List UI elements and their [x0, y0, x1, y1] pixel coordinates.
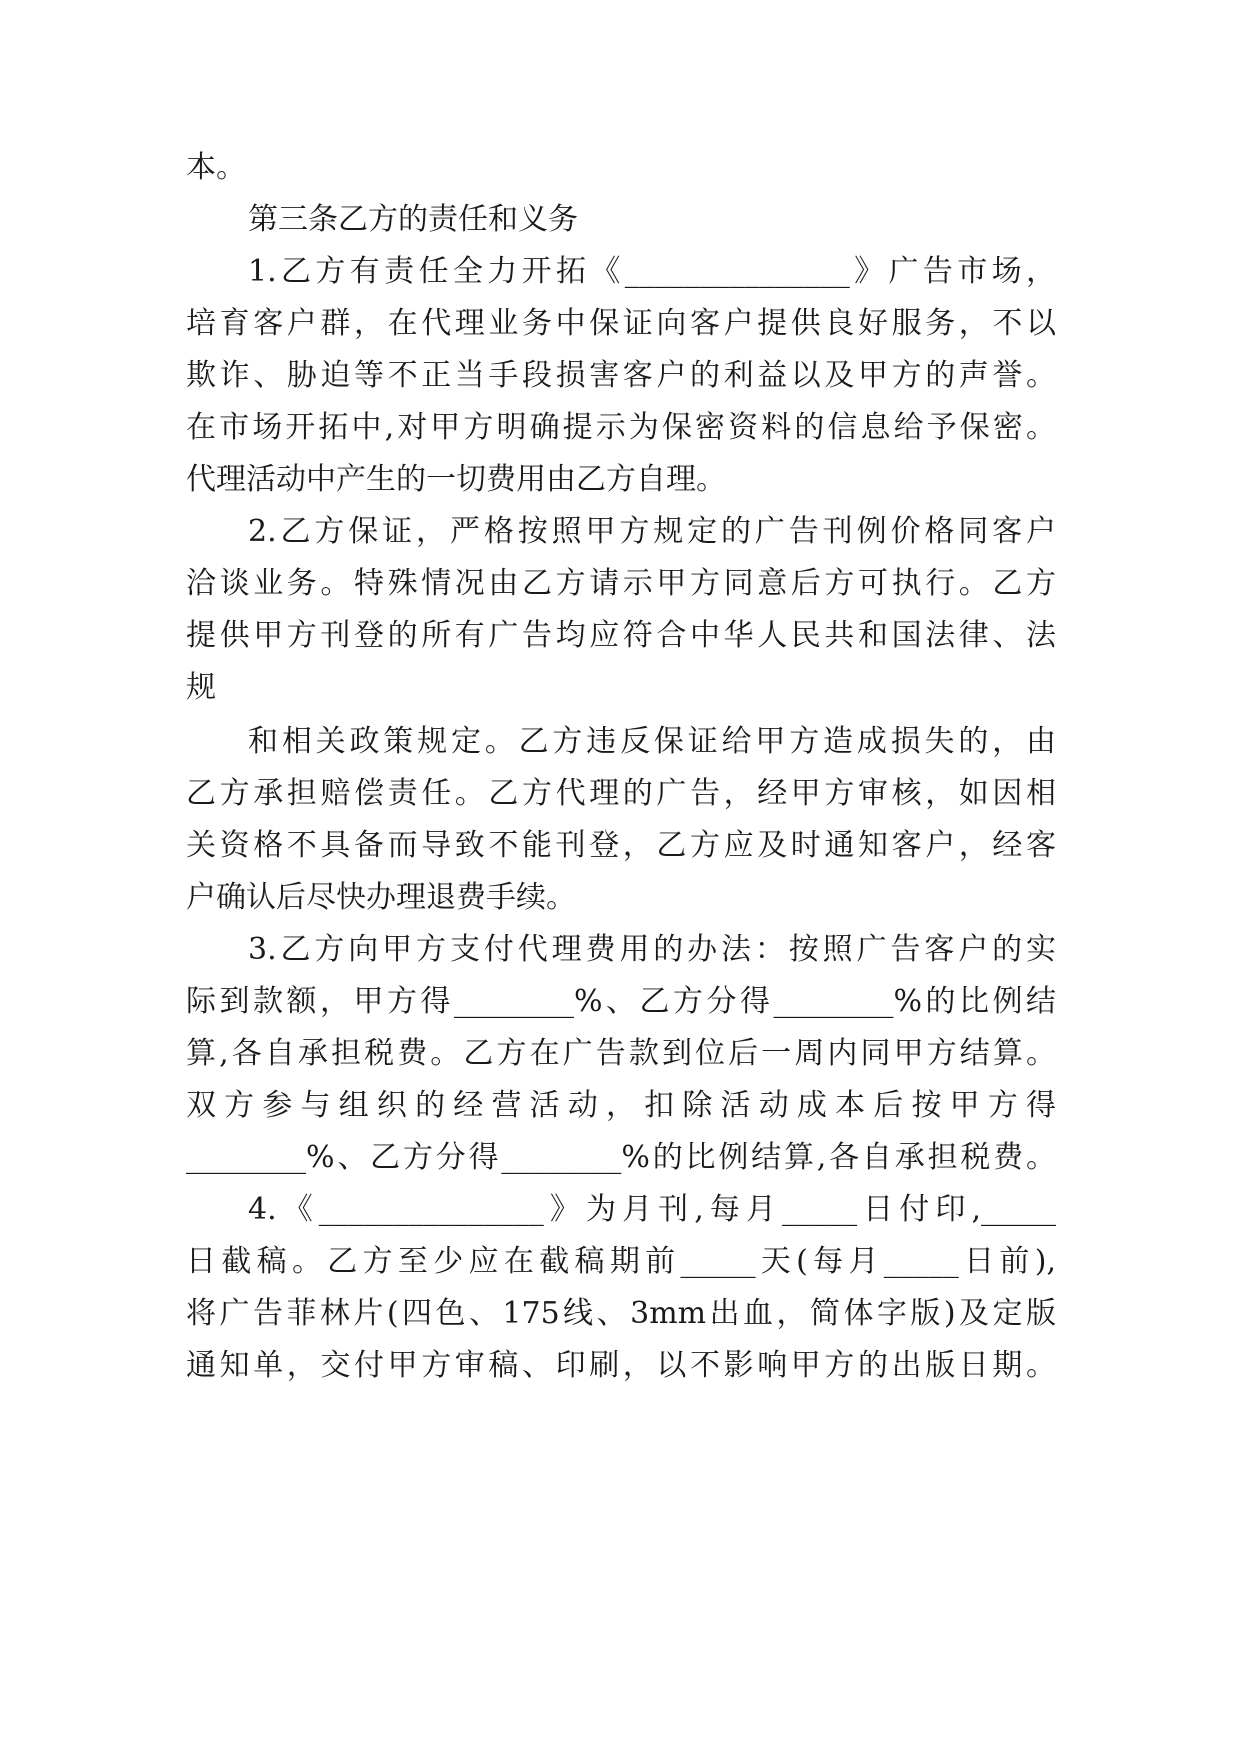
text-line: 代理活动中产生的一切费用由乙方自理。: [186, 462, 726, 497]
text-line: 通知单，交付甲方审稿、印刷，以不影响甲方的出版日期。: [186, 1348, 1056, 1383]
text-line: 本。: [186, 150, 246, 185]
text-line: 乙方承担赔偿责任。乙方代理的广告，经甲方审核，如因相: [186, 776, 1056, 811]
text-line: 将广告菲林片(四色、175线、3mm出血，简体字版)及定版: [186, 1296, 1056, 1331]
text-line: 3.乙方向甲方支付代理费用的办法：按照广告客户的实: [248, 932, 1056, 967]
text-line: 和相关政策规定。乙方违反保证给甲方造成损失的，由: [248, 724, 1056, 759]
text-line: 1.乙方有责任全力开拓《_______________》广告市场，: [248, 254, 1056, 289]
text-line: 提供甲方刊登的所有广告均应符合中华人民共和国法律、法: [186, 618, 1056, 653]
text-line: 培育客户群，在代理业务中保证向客户提供良好服务，不以: [186, 306, 1056, 341]
text-line: 关资格不具备而导致不能刊登，乙方应及时通知客户，经客: [186, 828, 1056, 863]
text-line: 4.《_______________》为月刊,每月_____日付印,_____: [248, 1192, 1056, 1227]
text-line: 算,各自承担税费。乙方在广告款到位后一周内同甲方结算。: [186, 1036, 1056, 1071]
text-line: 2.乙方保证，严格按照甲方规定的广告刊例价格同客户: [248, 514, 1056, 549]
text-line: 户确认后尽快办理退费手续。: [186, 880, 576, 915]
text-line: 双方参与组织的经营活动，扣除活动成本后按甲方得: [186, 1088, 1056, 1123]
text-line: 际到款额，甲方得________%、乙方分得________%的比例结: [186, 984, 1056, 1019]
text-line: 在市场开拓中,对甲方明确提示为保密资料的信息给予保密。: [186, 410, 1056, 445]
text-line: 规: [186, 670, 216, 705]
text-line: 洽谈业务。特殊情况由乙方请示甲方同意后方可执行。乙方: [186, 566, 1056, 601]
section-heading: 第三条乙方的责任和义务: [248, 202, 578, 237]
text-line: 日截稿。乙方至少应在截稿期前_____天(每月_____日前),: [186, 1244, 1056, 1279]
text-line: ________%、乙方分得________%的比例结算,各自承担税费。: [186, 1140, 1056, 1175]
text-line: 欺诈、胁迫等不正当手段损害客户的利益以及甲方的声誉。: [186, 358, 1056, 393]
